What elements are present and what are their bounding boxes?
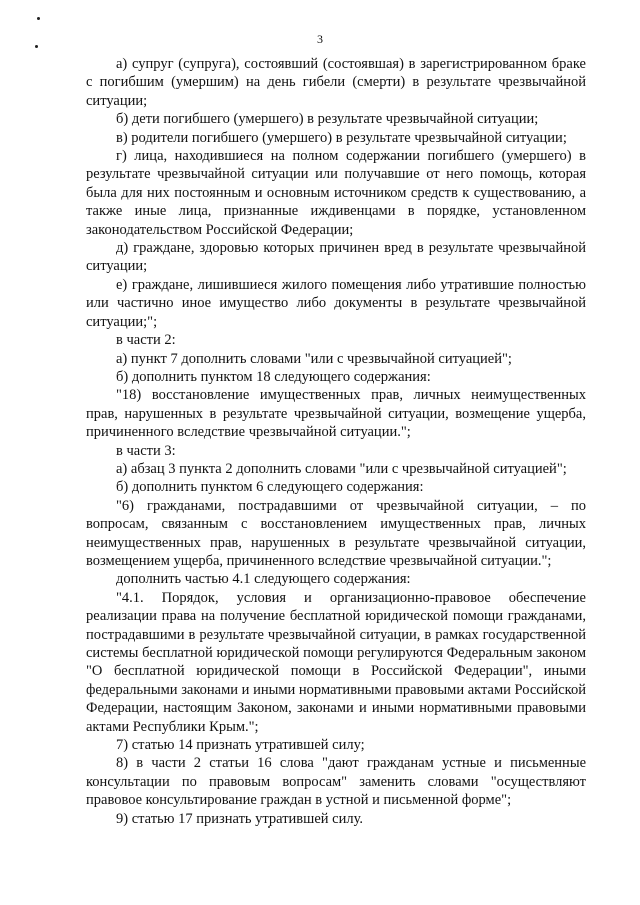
paragraph: в части 3: <box>116 442 176 459</box>
paragraph: б) дополнить пунктом 18 следующего содержания: <box>116 368 431 385</box>
paragraph: д) граждане, здоровью которых причинен вред в результате чрезвычайной ситуации; <box>86 240 586 275</box>
page-number: 3 <box>317 32 323 46</box>
paragraph: 8) в части 2 статьи 16 слова "дают гражданам устные и письменные консультации по правовым вопросам" заменить словами "осуществляют правовое консультирование граждан в устной и письменной форме"; <box>86 755 586 809</box>
paragraph: "18) восстановление имущественных прав, личных неимущественных прав, нарушенных в результате чрезвычайной ситуации, возмещение ущерба, причиненного вследствие чрезвычайной ситуации."; <box>86 387 586 441</box>
paragraph: "6) гражданами, пострадавшими от чрезвычайной ситуации, – по вопросам, связанным с восстановлением имущественных прав, личных неимущественных прав, нарушенных в результате чрезвычайной ситуации, возмещением ущерба, причиненного вследствие чрезвычайной ситуации."; <box>86 497 586 569</box>
paragraph: г) лица, находившиеся на полном содержании погибшего (умершего) в результате чрезвычайной ситуации или получавшие от него помощь, которая была для них постоянным и основным источником средств к существованию, а также иные лица, признанные иждивенцами в порядке, установленном законодательством Российской Федерации; <box>86 148 586 238</box>
paragraph: в) родители погибшего (умершего) в результате чрезвычайной ситуации; <box>116 129 567 146</box>
paragraph: "4.1. Порядок, условия и организационно-правовое обеспечение реализации права на получение бесплатной юридической помощи гражданами, пострадавшими в результате чрезвычайной ситуации, в рамках государственной системы бесплатной юридической помощи регулируются Федеральным законом "О бесплатной юридической помощи в Российской Федерации", иными федеральными законами и иными нормативными правовыми актами Российской Федерации, настоящим Законом, законами и иными нормативными правовыми актами Республики Крым."; <box>86 589 586 735</box>
paragraph: а) супруг (супруга), состоявший (состоявшая) в зарегистрированном браке с погибшим (умершим) на день гибели (смерти) в результате чрезвычайной ситуации; <box>86 56 586 109</box>
paragraph: б) дополнить пунктом 6 следующего содержания: <box>116 479 424 496</box>
paragraph: е) граждане, лишившиеся жилого помещения либо утратившие полностью или частично иное имущество либо документы в результате чрезвычайной ситуации;"; <box>86 276 586 330</box>
document-body <box>86 55 586 828</box>
paragraph: дополнить частью 4.1 следующего содержания: <box>116 571 411 588</box>
paragraph: б) дети погибшего (умершего) в результате чрезвычайной ситуации; <box>116 111 539 128</box>
scan-speck <box>37 17 40 20</box>
paragraph: 9) статью 17 признать утратившей силу. <box>116 810 363 827</box>
paragraph: в части 2: <box>116 332 176 349</box>
paragraph: 7) статью 14 признать утратившей силу; <box>116 737 365 754</box>
paragraph: а) абзац 3 пункта 2 дополнить словами "или с чрезвычайной ситуацией"; <box>116 460 567 477</box>
paragraph: а) пункт 7 дополнить словами "или с чрезвычайной ситуацией"; <box>116 350 512 367</box>
